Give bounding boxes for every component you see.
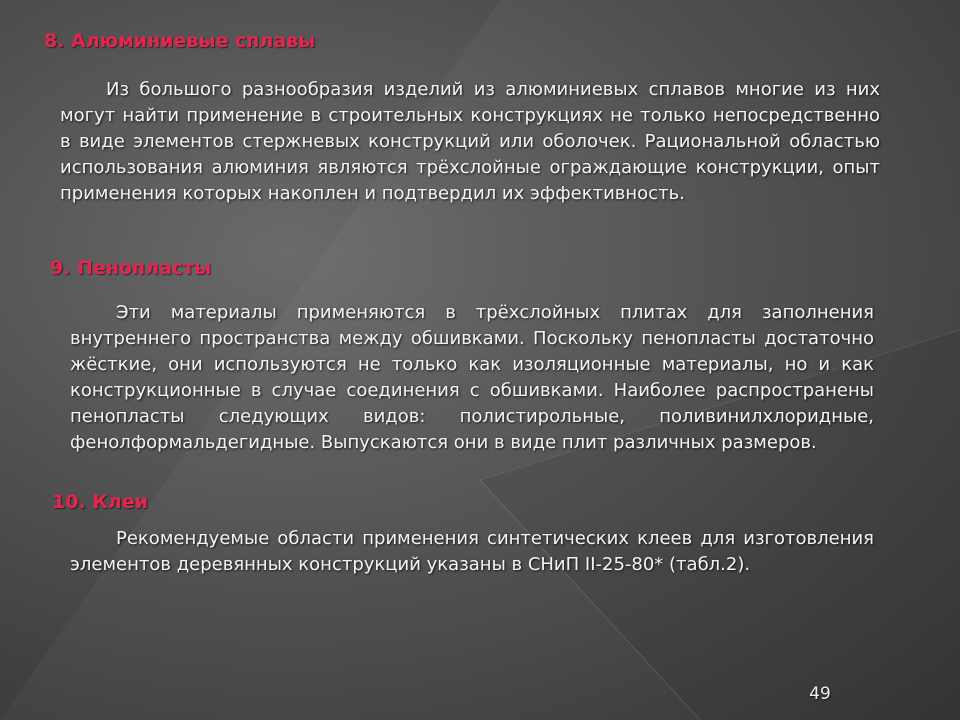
section-heading-aluminum: 8. Алюминиевые сплавы [44,30,316,52]
section-text-aluminum [60,77,880,207]
section-text-content: Из большого разнообразия изделий из алюминиевых сплавов многие из них могут найти применение в строительных конструкциях не только непосредственно в виде элементов стержневых конструкций или оболочек. Рациональной областью использования алюминия являются трёхслойные ограждающие конструкции, опыт применения которых накоплен и подтвердил их эффективность. [60,79,880,204]
section-text-content: Эти материалы применяются в трёхслойных плитах для заполнения внутреннего пространства между обшивками. Поскольку пенопласты достаточно жёсткие, они используются не только как изоляционные материалы, но и как конструкционные в случае соединения с обшивками. Наиболее распространены пенопласты следующих видов: полистирольные, поливинилхлоридные, фенолформальдегидные. Выпускаются они в виде плит различных размеров. [70,302,874,453]
section-text-content: Рекомендуемые области применения синтетических клеев для изготовления элементов деревянных конструкций указаны в СНиП II-25-80* (табл.2). [70,528,874,575]
section-text-adhesives [70,526,874,578]
section-heading-adhesives: 10. Клеи [52,491,148,513]
page-number: 49 [809,684,831,704]
section-heading-foam-plastics: 9. Пенопласты [50,257,212,279]
section-text-foam-plastics [70,300,874,456]
